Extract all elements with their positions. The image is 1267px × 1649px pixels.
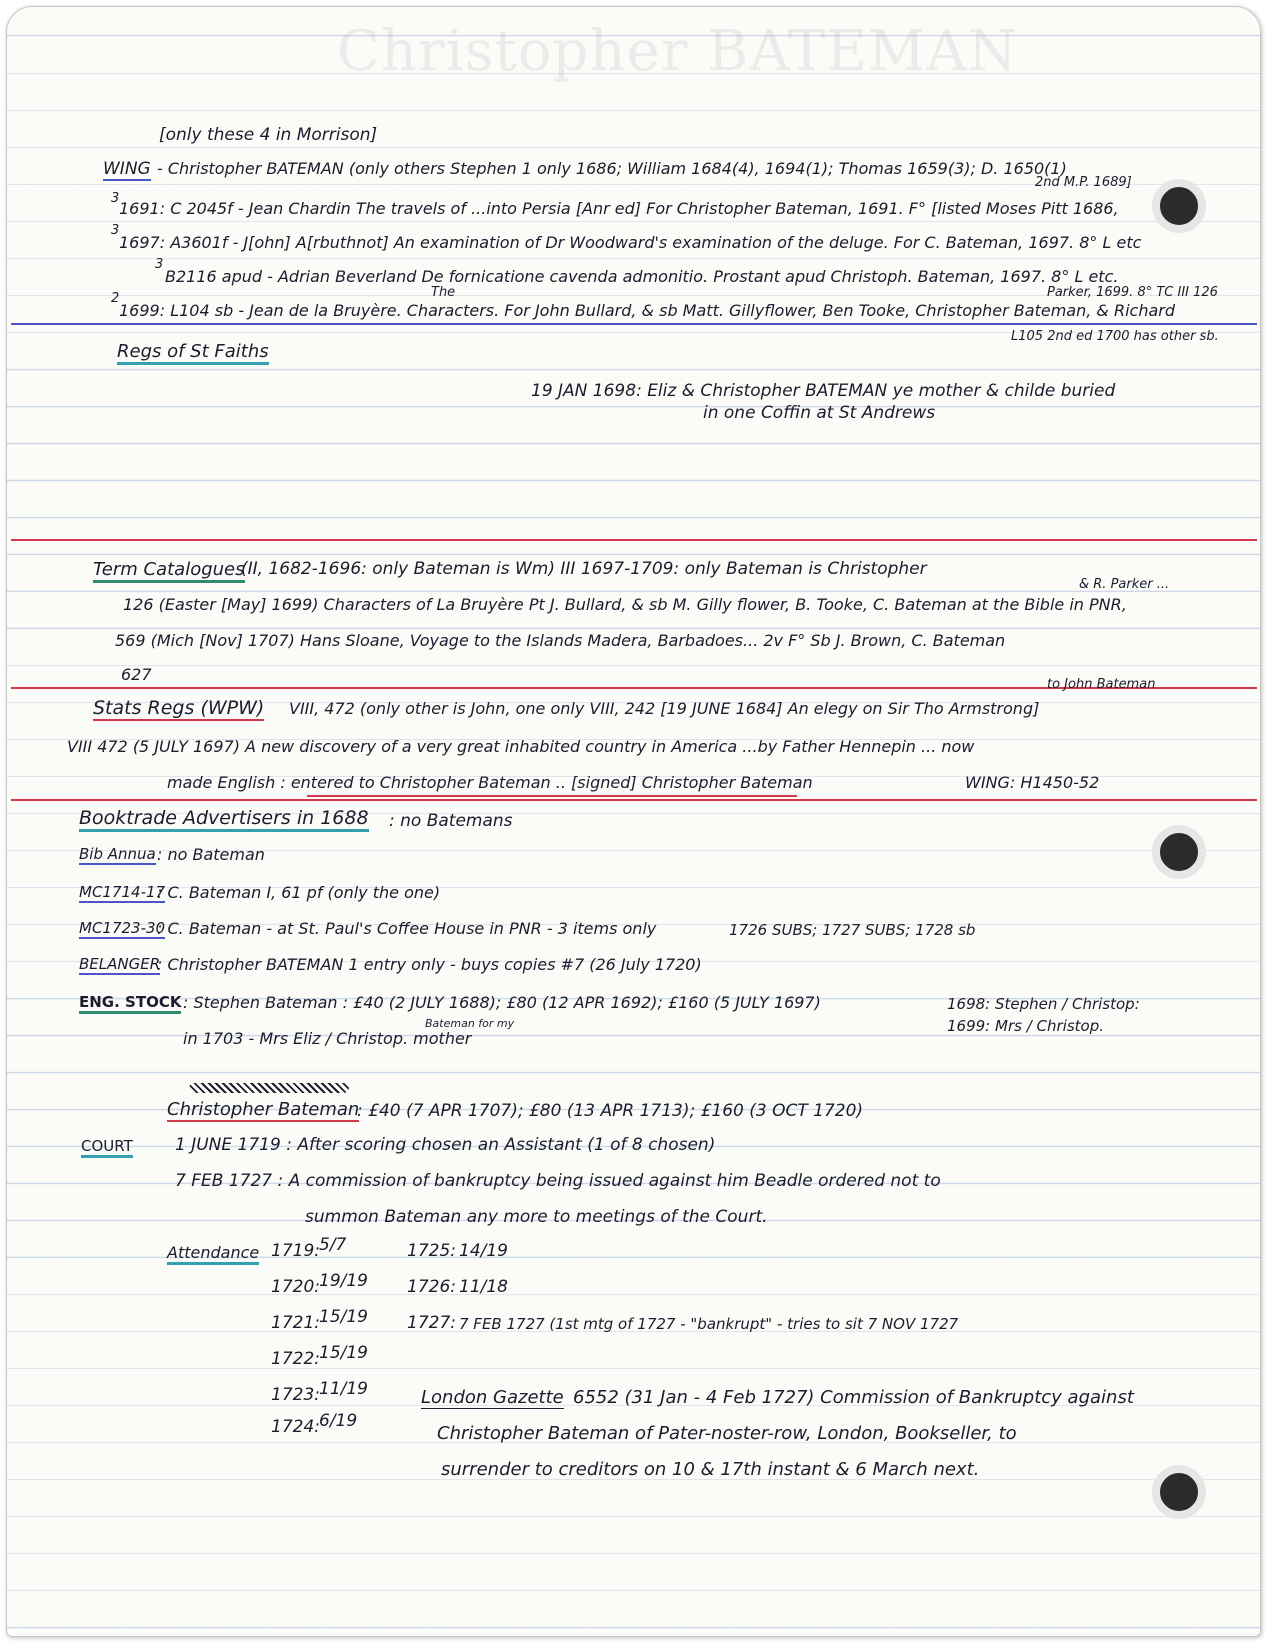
ref-extra: 1726 SUBS; 1727 SUBS; 1728 sb xyxy=(729,921,976,939)
attendance-label: Attendance xyxy=(167,1243,259,1265)
title-underline xyxy=(307,795,797,797)
court-line: 1 JUNE 1719 : After scoring chosen an Assistant (1 of 8 chosen) xyxy=(175,1135,716,1155)
eng-stock-side: 1699: Mrs / Christop. xyxy=(947,1017,1104,1035)
attendance-year: 1726: xyxy=(407,1277,456,1297)
stats-regs-label: Stats Regs (WPW) xyxy=(93,697,265,719)
wing-entry-num: 2 xyxy=(111,291,120,306)
christopher-label: Christopher Bateman xyxy=(167,1099,360,1120)
term-catalogues-entry: 126 (Easter [May] 1699) Characters of La Bruyère Pt J. Bullard, & sb M. Gilly flower, B. Tooke, C. Bateman at the Bible in PNR, xyxy=(123,595,1127,614)
binder-hole-middle xyxy=(1152,825,1206,879)
attendance-value: 19/19 xyxy=(319,1271,368,1291)
gazette-line: Christopher Bateman of Pater-noster-row, London, Bookseller, to xyxy=(437,1423,1017,1444)
ref-value: : no Bateman xyxy=(157,845,265,864)
term-catalogues-entry: 569 (Mich [Nov] 1707) Hans Sloane, Voyage to the Islands Madera, Barbadoes... 2v F° Sb J. Brown, C. Bateman xyxy=(115,631,1006,650)
eng-stock-line: in 1703 - Mrs Eliz / Christop. mother xyxy=(183,1029,472,1048)
wing-header: - Christopher BATEMAN (only others Stephen 1 only 1686; William 1684(4), 1694(1); Thomas 1659(3); D. 1650(1) xyxy=(157,159,1067,178)
attendance-year: 1727: xyxy=(407,1313,456,1333)
notebook-page xyxy=(6,6,1261,1637)
eng-stock-side: 1698: Stephen / Christop: xyxy=(947,995,1140,1013)
ref-label: MC1723-30 xyxy=(79,919,166,937)
eng-stock-insert: Bateman for my xyxy=(425,1017,515,1030)
attendance-year: 1725: xyxy=(407,1241,456,1261)
court-label: COURT xyxy=(81,1137,133,1158)
attendance-value: 7 FEB 1727 (1st mtg of 1727 - "bankrupt" - tries to sit 7 NOV 1727 xyxy=(459,1315,959,1333)
wing-entry: 1691: C 2045f - Jean Chardin The travels of ...into Persia [Anr ed] For Christopher Bateman, 1691. F° [listed Moses Pitt 1686, xyxy=(119,199,1119,218)
eng-stock-line: : Stephen Bateman : £40 (2 JULY 1688); £80 (12 APR 1692); £160 (5 JULY 1697) xyxy=(183,993,821,1012)
term-catalogues-header: (II, 1682-1696: only Bateman is Wm) III 1697-1709: only Bateman is Christopher xyxy=(241,559,927,579)
wing-header-note: 2nd M.P. 1689] xyxy=(1035,175,1132,190)
gazette-label: London Gazette xyxy=(421,1387,564,1408)
christopher-value: : £40 (7 APR 1707); £80 (13 APR 1713); £160 (3 OCT 1720) xyxy=(357,1101,864,1121)
ref-value: : C. Bateman - at St. Paul's Coffee House in PNR - 3 items only xyxy=(157,919,657,938)
binder-hole-top xyxy=(1152,179,1206,233)
stats-regs-wing-ref: WING: H1450-52 xyxy=(965,773,1100,792)
attendance-value: 11/19 xyxy=(319,1379,368,1399)
court-line: 7 FEB 1727 : A commission of bankruptcy being issued against him Beadle ordered not to xyxy=(175,1171,941,1191)
term-catalogues-entry: 627 xyxy=(121,665,152,684)
attendance-year: 1724: xyxy=(271,1417,320,1437)
wing-l105-note: L105 2nd ed 1700 has other sb. xyxy=(1011,329,1219,344)
ref-value: : Christopher BATEMAN 1 entry only - buys copies #7 (26 July 1720) xyxy=(157,955,702,974)
eng-stock-label: ENG. STOCK xyxy=(79,993,181,1014)
attendance-value: 15/19 xyxy=(319,1307,368,1327)
attendance-value: 5/7 xyxy=(319,1235,347,1255)
gazette-line: 6552 (31 Jan - 4 Feb 1727) Commission of Bankruptcy against xyxy=(573,1387,1134,1408)
binder-hole-bottom xyxy=(1152,1465,1206,1519)
attendance-year: 1722: xyxy=(271,1349,320,1369)
wing-entry-num: 3 xyxy=(155,257,164,272)
stats-regs-line: VIII 472 (5 JULY 1697) A new discovery of a very great inhabited country in America ...by Father Hennepin ... now xyxy=(67,737,975,756)
attendance-year: 1723: xyxy=(271,1385,320,1405)
gazette-line: surrender to creditors on 10 & 17th instant & 6 March next. xyxy=(441,1459,980,1480)
ref-value: : C. Bateman I, 61 pf (only the one) xyxy=(157,883,441,902)
wing-label: WING xyxy=(103,159,151,179)
booktrade-value: : no Batemans xyxy=(389,811,513,831)
term-catalogues-insert: & R. Parker ... xyxy=(1079,577,1170,592)
regs-faiths-line: 19 JAN 1698: Eliz & Christopher BATEMAN ye mother & childe buried xyxy=(531,381,1116,401)
crossed-out-scribble xyxy=(189,1083,349,1093)
attendance-value: 15/19 xyxy=(319,1343,368,1363)
attendance-value: 14/19 xyxy=(459,1241,508,1261)
term-catalogues-label: Term Catalogues xyxy=(93,559,245,583)
ref-label: BELANGER xyxy=(79,955,161,973)
attendance-year: 1721: xyxy=(271,1313,320,1333)
wing-entry: 1699: L104 sb - Jean de la Bruyère. Characters. For John Bullard, & sb Matt. Gillyflower, Ben Tooke, Christopher Bateman, & Richard xyxy=(119,301,1175,320)
wing-entry: B2116 apud - Adrian Beverland De fornicatione cavenda admonitio. Prostant apud Christoph. Bateman, 1697. 8° L etc. xyxy=(165,267,1119,286)
morrison-note: [only these 4 in Morrison] xyxy=(159,125,378,145)
page-title: Christopher BATEMAN xyxy=(337,19,1018,84)
court-line: summon Bateman any more to meetings of the Court. xyxy=(305,1207,768,1227)
wing-entry-num: 3 xyxy=(111,223,120,238)
wing-entry: 1697: A3601f - J[ohn] A[rbuthnot] An examination of Dr Woodward's examination of the deluge. For C. Bateman, 1697. 8° L etc xyxy=(119,233,1142,252)
ref-label: Bib Annua xyxy=(79,845,156,863)
stats-regs-header: VIII, 472 (only other is John, one only VIII, 242 [19 JUNE 1684] An elegy on Sir Tho Armstrong] xyxy=(289,699,1040,718)
wing-insert-the: The xyxy=(431,285,456,300)
wing-entry-num: 3 xyxy=(111,191,120,206)
ref-label: MC1714-17 xyxy=(79,883,166,901)
stats-regs-line: made English : entered to Christopher Bateman .. [signed] Christopher Bateman xyxy=(167,773,813,792)
attendance-value: 6/19 xyxy=(319,1411,358,1431)
booktrade-label: Booktrade Advertisers in 1688 xyxy=(79,807,369,832)
attendance-value: 11/18 xyxy=(459,1277,508,1297)
stats-regs-insert: to John Bateman xyxy=(1047,677,1156,692)
red-divider xyxy=(11,539,1257,541)
attendance-year: 1720: xyxy=(271,1277,320,1297)
red-divider xyxy=(11,799,1257,801)
attendance-year: 1719: xyxy=(271,1241,320,1261)
blue-divider xyxy=(11,323,1257,325)
wing-insert-parker: Parker, 1699. 8° TC III 126 xyxy=(1047,285,1218,300)
regs-faiths-label: Regs of St Faiths xyxy=(117,341,269,365)
regs-faiths-line: in one Coffin at St Andrews xyxy=(703,403,936,423)
